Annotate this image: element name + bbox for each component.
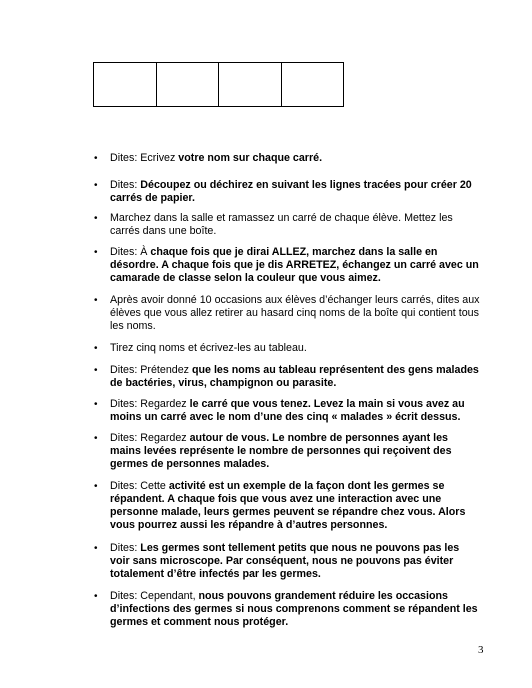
- list-item: [110, 294, 480, 333]
- page-number: 3: [478, 644, 484, 656]
- grid-cell: [94, 63, 157, 106]
- text: Dites: À: [110, 246, 151, 258]
- list-item: [110, 542, 480, 581]
- list-item: [110, 398, 480, 424]
- grid-cell: [219, 63, 282, 106]
- list-item: [110, 152, 480, 165]
- bold-text: Les germes sont tellement petits que nous ne pouvons pas les voir sans microscope. Par conséquent, nous ne pouvons pas éviter totalement d’être infectés par les germes.: [110, 542, 460, 580]
- text: Après avoir donné 10 occasions aux élèves d’échanger leurs carrés, dites aux élèves que vous allez retirer au hasard cinq noms de la boîte qui contient tous les noms.: [110, 294, 480, 332]
- text: Dites:: [110, 179, 141, 191]
- bold-text: chaque fois que je dirai ALLEZ, marchez dans la salle en désordre. A chaque fois que je dis ARRETEZ, échangez un carré avec un camarade de classe selon la couleur que vous aimez.: [110, 246, 479, 284]
- bold-text: le carré que vous tenez. Levez la main si vous avez au moins un carré avec le nom d’une des cinq « malades » écrit dessus.: [110, 398, 465, 423]
- text: Dites:: [110, 542, 141, 554]
- list-item: [110, 364, 480, 390]
- list-item: [110, 480, 480, 532]
- text: Tirez cinq noms et écrivez-les au tableau.: [110, 342, 307, 354]
- list-item: [110, 212, 480, 238]
- bold-text: Découpez ou déchirez en suivant les lignes tracées pour créer 20 carrés de papier.: [110, 179, 472, 204]
- name-grid: [93, 62, 344, 107]
- grid-cell: [157, 63, 220, 106]
- list-item: [110, 590, 480, 629]
- text: Dites: Cependant,: [110, 590, 199, 602]
- text: Dites: Ecrivez: [110, 152, 179, 164]
- list-item: [110, 179, 480, 205]
- text: Dites: Regardez: [110, 432, 190, 444]
- list-item: [110, 342, 480, 355]
- grid-cell: [282, 63, 344, 106]
- bold-text: que les noms au tableau représentent des gens malades de bactéries, virus, champignon ou parasite.: [110, 364, 479, 389]
- bold-text: votre nom sur chaque carré.: [178, 152, 323, 164]
- text: Dites: Cette: [110, 480, 169, 492]
- text: Dites: Regardez: [110, 398, 190, 410]
- list-item: [110, 432, 480, 471]
- text: Marchez dans la salle et ramassez un carré de chaque élève. Mettez les carrés dans une boîte.: [110, 212, 453, 237]
- bold-text: autour de vous. Le nombre de personnes ayant les mains levées représente le nombre de personnes qui reçoivent des germes de personnes malades.: [110, 432, 452, 470]
- bold-text: activité est un exemple de la façon dont les germes se répandent. A chaque fois que vous avez une interaction avec une personne malade, leurs germes peuvent se répandre chez vous. Alors vous pourrez aussi les répandre à d’autres personnes.: [110, 480, 466, 531]
- text: Dites: Prétendez: [110, 364, 192, 376]
- list-item: [110, 246, 480, 285]
- bold-text: nous pouvons grandement réduire les occasions d’infections des germes si nous comprenons comment se répandent les germes et comment nous protéger.: [110, 590, 478, 628]
